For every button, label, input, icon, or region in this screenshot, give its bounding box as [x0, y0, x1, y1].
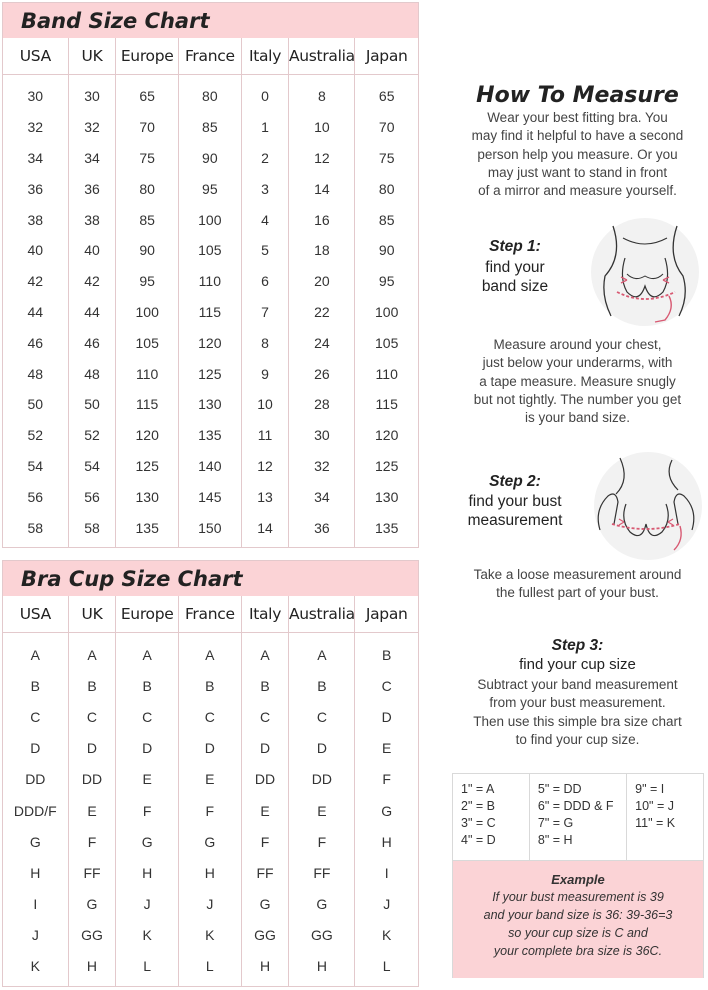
table-cell: 40 [84, 242, 100, 259]
table-cell: FF [83, 864, 101, 881]
table-cell: 48 [27, 365, 44, 382]
table-cell: 115 [198, 303, 221, 320]
column-usa [3, 596, 69, 986]
table-cell: A [260, 646, 270, 663]
table-cell: FF [256, 864, 274, 881]
table-cell: DD [254, 771, 276, 788]
table-cell: 120 [198, 334, 222, 351]
table-cell: 85 [378, 211, 395, 228]
table-cell: H [30, 864, 41, 881]
step1-title [465, 258, 565, 296]
conversion-item: 3" = C [461, 816, 496, 830]
table-cell: 80 [378, 180, 395, 197]
table-cell: 40 [27, 242, 44, 259]
table-cell: 42 [84, 273, 100, 290]
table-cell: 0 [261, 88, 269, 105]
column-header: UK [69, 596, 116, 633]
table-cell: 10 [257, 396, 273, 413]
table-cell: 105 [375, 334, 399, 351]
table-cell: 110 [198, 273, 221, 290]
table-cell: C [142, 708, 153, 725]
table-cell: 3 [261, 180, 269, 197]
table-cell: C [86, 708, 98, 725]
table-cell: D [316, 740, 327, 757]
table-cell: 36 [27, 180, 44, 197]
intro-line: Wear your best fitting bra. You [487, 110, 668, 125]
table-cell: A [87, 646, 97, 663]
column-uk [69, 38, 117, 547]
table-cell: 12 [314, 149, 330, 166]
table-cell: E [142, 771, 152, 788]
table-cell: 50 [27, 396, 44, 413]
step2-title-line: find your bust [468, 493, 562, 510]
table-cell: 70 [139, 119, 155, 136]
table-cell: 38 [27, 211, 44, 228]
conversion-item: 5" = DD [537, 782, 582, 796]
step1-desc-line: just below your underarms, with [482, 355, 673, 371]
table-cell: H [204, 864, 215, 881]
table-cell: 90 [202, 149, 218, 166]
table-cell: 90 [139, 242, 155, 259]
table-cell: 30 [314, 427, 330, 444]
step1-desc-line: but not tightly. The number you get [473, 391, 682, 407]
table-cell: D [86, 740, 98, 757]
table-cell: 50 [84, 396, 100, 413]
table-cell: 65 [378, 88, 395, 105]
table-cell: 28 [314, 396, 330, 413]
table-cell: 44 [84, 303, 100, 320]
table-cell: FF [313, 864, 331, 881]
column-header: Australia [289, 596, 354, 633]
column-cells [3, 75, 68, 547]
band-chart-grid [3, 38, 418, 547]
column-japan [355, 38, 418, 547]
column-header: France [179, 596, 241, 633]
column-italy [242, 596, 290, 986]
table-cell: A [142, 646, 152, 663]
step2-desc-line: the fullest part of your bust. [496, 585, 659, 601]
table-cell: 125 [135, 457, 159, 474]
table-cell: G [204, 833, 216, 850]
step2-desc-line: Take a loose measurement around [473, 567, 682, 582]
step1-desc-line: a tape measure. Measure snugly [479, 373, 676, 389]
column-header: Japan [355, 38, 418, 75]
table-cell: L [382, 958, 391, 975]
table-cell: 95 [139, 273, 155, 290]
example-line: your complete bra size is 36C. [493, 944, 663, 958]
table-cell: 9 [261, 365, 269, 382]
step1-title-line: band size [481, 278, 549, 295]
table-cell: G [141, 833, 153, 850]
table-cell: GG [254, 927, 276, 944]
table-cell: 85 [139, 211, 155, 228]
example-line: so your cup size is C and [508, 926, 648, 940]
table-cell: DDD/F [13, 802, 57, 819]
column-header: Italy [242, 596, 289, 633]
column-header: Europe [116, 38, 178, 75]
table-cell: J [383, 896, 391, 913]
conversion-item: 6" = DDD & F [537, 799, 614, 813]
table-cell: 140 [198, 457, 222, 474]
column-cells [355, 75, 418, 547]
column-cells [242, 75, 289, 547]
table-cell: 85 [202, 119, 218, 136]
step3-desc-line: Subtract your band measurement [477, 677, 678, 692]
table-cell: 56 [84, 488, 100, 505]
table-cell: A [317, 646, 327, 663]
column-uk [69, 596, 117, 986]
table-cell: B [382, 646, 392, 663]
table-cell: 6 [261, 273, 269, 290]
table-cell: H [86, 958, 98, 975]
table-cell: 58 [27, 519, 44, 536]
table-cell: 46 [27, 334, 44, 351]
table-cell: 135 [375, 519, 399, 536]
table-cell: 46 [84, 334, 100, 351]
table-cell: 44 [27, 303, 44, 320]
table-cell: GG [81, 927, 103, 944]
step3-desc-line: from your bust measurement. [489, 695, 666, 711]
step1-title-line: find your [485, 259, 545, 276]
table-cell: B [205, 677, 215, 694]
table-cell: H [142, 864, 153, 881]
table-cell: 11 [257, 427, 273, 444]
column-australia [289, 596, 355, 986]
column-header: UK [69, 38, 116, 75]
table-cell: F [317, 833, 327, 850]
table-cell: 58 [84, 519, 100, 536]
step2-description [440, 566, 708, 603]
table-cell: 54 [27, 457, 44, 474]
table-cell: E [317, 802, 327, 819]
table-cell: 56 [27, 488, 44, 505]
column-cells [116, 633, 178, 986]
table-cell: 36 [314, 519, 330, 536]
table-cell: G [381, 802, 393, 819]
table-cell: 130 [135, 488, 159, 505]
table-cell: 54 [84, 457, 100, 474]
column-cells [69, 633, 116, 986]
table-cell: 16 [314, 211, 330, 228]
table-cell: 4 [261, 211, 269, 228]
table-cell: 150 [198, 519, 222, 536]
table-cell: 110 [136, 365, 159, 382]
table-cell: D [259, 740, 271, 757]
table-cell: 100 [198, 211, 222, 228]
table-cell: E [205, 771, 215, 788]
table-cell: A [30, 646, 40, 663]
table-cell: B [317, 677, 327, 694]
table-cell: G [259, 896, 271, 913]
table-cell: 32 [314, 457, 330, 474]
table-cell: D [204, 740, 215, 757]
table-cell: J [31, 927, 39, 944]
column-europe [116, 596, 179, 986]
table-cell: 20 [314, 273, 330, 290]
table-cell: 10 [314, 119, 330, 136]
table-cell: 95 [378, 273, 395, 290]
column-header: France [179, 38, 241, 75]
table-cell: 12 [257, 457, 273, 474]
table-cell: F [142, 802, 152, 819]
column-header: Italy [242, 38, 289, 75]
table-cell: C [259, 708, 271, 725]
table-cell: C [30, 708, 41, 725]
table-cell: DD [25, 771, 46, 788]
table-cell: I [384, 864, 389, 881]
table-cell: 115 [136, 396, 159, 413]
table-cell: E [382, 740, 392, 757]
table-cell: 100 [375, 303, 399, 320]
step3-title: find your cup size [519, 656, 636, 673]
column-cells [179, 75, 241, 547]
step1-desc-line: Measure around your chest, [493, 337, 662, 352]
table-cell: L [143, 958, 152, 975]
table-cell: G [316, 896, 328, 913]
column-cells [242, 633, 289, 986]
table-cell: F [87, 833, 97, 850]
table-cell: 115 [375, 396, 398, 413]
column-header: Japan [355, 596, 418, 633]
table-cell: 34 [314, 488, 330, 505]
table-cell: 34 [84, 149, 100, 166]
table-cell: 8 [261, 334, 269, 351]
table-cell: 135 [198, 427, 222, 444]
table-cell: I [33, 896, 38, 913]
table-cell: B [30, 677, 40, 694]
table-cell: L [205, 958, 214, 975]
table-cell: 80 [202, 88, 218, 105]
table-cell: C [204, 708, 215, 725]
table-cell: 100 [135, 303, 159, 320]
table-cell: H [259, 958, 271, 975]
table-cell: 125 [198, 365, 222, 382]
step3-label: Step 3: [551, 637, 604, 654]
step3-description [440, 676, 708, 749]
table-cell: 13 [257, 488, 273, 505]
conversion-column [453, 774, 530, 860]
table-cell: 24 [314, 334, 330, 351]
table-cell: 36 [84, 180, 100, 197]
table-cell: 145 [198, 488, 222, 505]
column-cells [289, 633, 354, 986]
conversion-column [627, 774, 703, 860]
step1-label: Step 1: [489, 238, 541, 255]
table-cell: G [29, 833, 41, 850]
table-cell: 8 [317, 88, 326, 105]
step1-desc-line: is your band size. [524, 410, 631, 426]
cup-chart-title: Bra Cup Size Chart [3, 561, 418, 596]
conversion-item: 9" = I [635, 782, 665, 796]
column-france [179, 596, 242, 986]
table-cell: 75 [139, 149, 155, 166]
table-cell: E [87, 802, 97, 819]
conversion-item: 7" = G [537, 816, 574, 830]
column-header: USA [3, 596, 68, 633]
conversion-grid [453, 774, 703, 861]
column-header: Europe [116, 596, 178, 633]
cup-size-chart [2, 560, 419, 987]
column-usa [3, 38, 69, 547]
column-cells [289, 75, 354, 547]
table-cell: H [381, 833, 392, 850]
example-box [453, 861, 703, 978]
table-cell: K [205, 927, 215, 944]
table-cell: 48 [84, 365, 100, 382]
conversion-item: 4" = D [461, 833, 496, 847]
table-cell: 14 [314, 180, 330, 197]
conversion-item: 1" = A [461, 782, 495, 796]
table-cell: 120 [375, 427, 399, 444]
table-cell: 52 [27, 427, 44, 444]
band-size-chart [2, 2, 419, 548]
column-france [179, 38, 242, 547]
table-cell: B [87, 677, 97, 694]
table-cell: 110 [375, 365, 398, 382]
table-cell: 26 [314, 365, 330, 382]
table-cell: 32 [84, 119, 100, 136]
column-cells [179, 633, 241, 986]
column-cells [3, 633, 68, 986]
table-cell: 5 [261, 242, 269, 259]
table-cell: F [260, 833, 270, 850]
table-cell: DD [311, 771, 332, 788]
table-cell: GG [310, 927, 333, 944]
how-to-intro [440, 109, 708, 200]
table-cell: 80 [139, 180, 155, 197]
column-japan [355, 596, 418, 986]
table-cell: 7 [261, 303, 269, 320]
example-line: and your band size is 36: 39-36=3 [483, 908, 673, 922]
cup-conversion-box [452, 773, 704, 978]
table-cell: D [142, 740, 153, 757]
conversion-item: 8" = H [537, 833, 573, 847]
table-cell: 105 [135, 334, 159, 351]
table-cell: 120 [135, 427, 159, 444]
table-cell: F [205, 802, 215, 819]
column-header: Australia [289, 38, 354, 75]
table-cell: J [206, 896, 214, 913]
table-cell: 2 [261, 149, 269, 166]
table-cell: 52 [84, 427, 100, 444]
column-australia [289, 38, 355, 547]
step3-desc-line: to find your cup size. [515, 731, 640, 747]
table-cell: D [30, 740, 41, 757]
example-title: Example [551, 872, 605, 887]
table-cell: DD [81, 771, 103, 788]
step1-description [440, 336, 708, 427]
column-cells [69, 75, 116, 547]
table-cell: K [30, 958, 40, 975]
column-cells [355, 633, 418, 986]
step2-label: Step 2: [489, 473, 541, 490]
cup-chart-grid [3, 596, 418, 986]
table-cell: 125 [375, 457, 399, 474]
table-cell: 34 [27, 149, 44, 166]
table-cell: 32 [27, 119, 44, 136]
table-cell: C [381, 677, 392, 694]
table-cell: 42 [27, 273, 44, 290]
table-cell: 70 [378, 119, 395, 136]
table-cell: K [142, 927, 152, 944]
intro-line: may just want to stand in front [487, 164, 668, 180]
table-cell: 14 [257, 519, 273, 536]
table-cell: G [86, 896, 98, 913]
column-italy [242, 38, 290, 547]
intro-line: person help you measure. Or you [477, 146, 678, 162]
column-header: USA [3, 38, 68, 75]
step3-desc-line: Then use this simple bra size chart [473, 713, 682, 729]
table-cell: 105 [198, 242, 222, 259]
table-cell: 30 [84, 88, 100, 105]
table-cell: 30 [27, 88, 44, 105]
table-cell: H [316, 958, 327, 975]
bust-measure-illustration-icon [588, 450, 704, 562]
table-cell: J [143, 896, 151, 913]
column-cells [116, 75, 178, 547]
table-cell: A [205, 646, 215, 663]
table-cell: 65 [139, 88, 155, 105]
table-cell: 38 [84, 211, 100, 228]
example-line: If your bust measurement is 39 [492, 890, 664, 904]
table-cell: 135 [135, 519, 159, 536]
table-cell: 22 [314, 303, 330, 320]
step2-title [445, 492, 585, 530]
table-cell: C [316, 708, 327, 725]
table-cell: F [382, 771, 391, 788]
table-cell: 130 [198, 396, 222, 413]
conversion-column [530, 774, 627, 860]
table-cell: K [382, 927, 392, 944]
table-cell: 75 [378, 149, 395, 166]
band-measure-illustration-icon [583, 216, 703, 328]
table-cell: B [260, 677, 270, 694]
conversion-item: 2" = B [461, 799, 495, 813]
table-cell: 95 [202, 180, 218, 197]
table-cell: E [260, 802, 270, 819]
band-chart-title: Band Size Chart [3, 3, 418, 38]
step2-title-line: measurement [467, 512, 563, 529]
table-cell: 18 [314, 242, 330, 259]
table-cell: B [142, 677, 152, 694]
intro-line: may find it helpful to have a second [471, 128, 684, 144]
table-cell: 130 [375, 488, 399, 505]
column-europe [116, 38, 179, 547]
table-cell: D [381, 708, 392, 725]
table-cell: 90 [378, 242, 395, 259]
intro-line: of a mirror and measure yourself. [478, 183, 677, 199]
conversion-item: 10" = J [635, 799, 674, 813]
conversion-item: 11" = K [635, 816, 676, 830]
how-to-title: How To Measure [476, 83, 679, 108]
table-cell: 1 [261, 119, 269, 136]
